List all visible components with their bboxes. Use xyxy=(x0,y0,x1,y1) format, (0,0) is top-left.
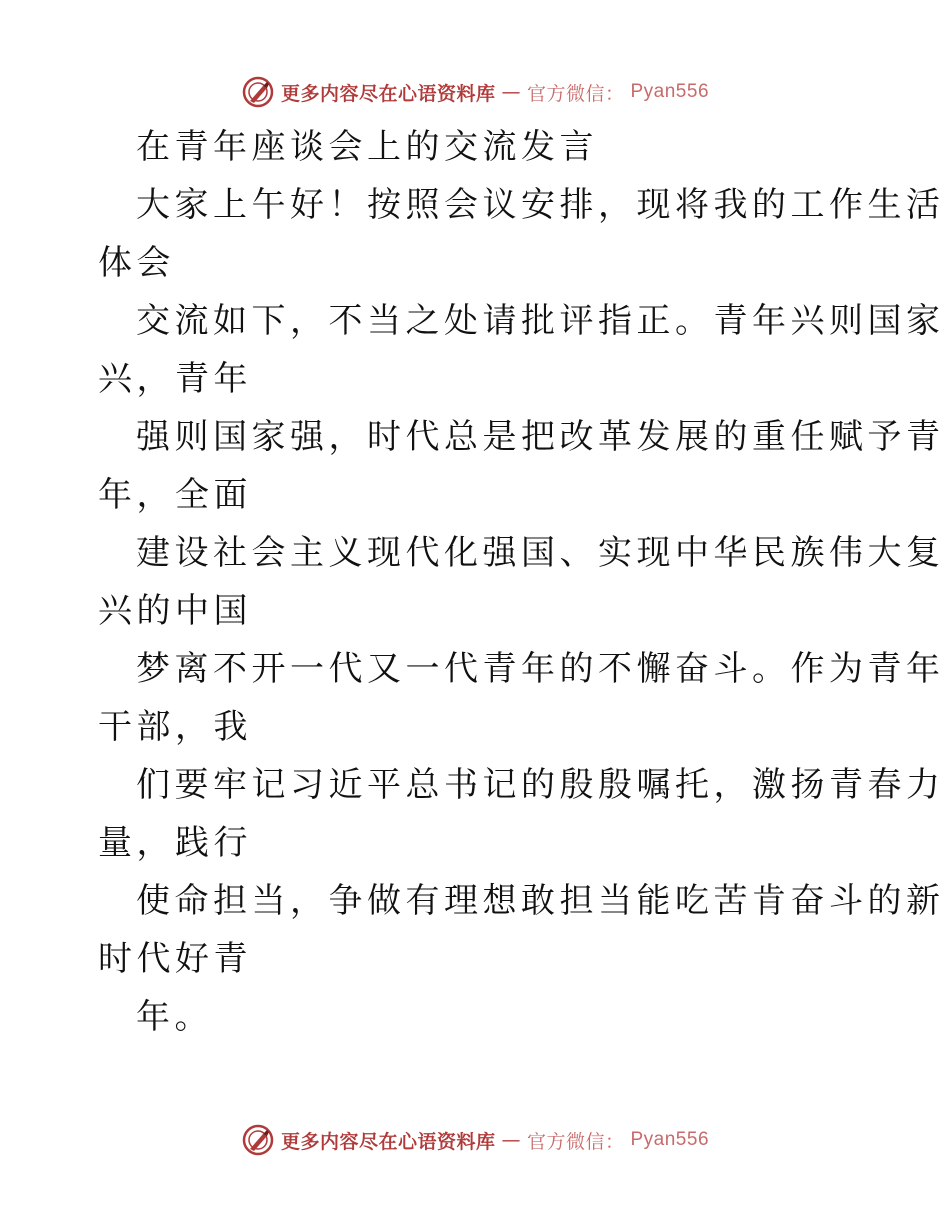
footer-watermark-banner xyxy=(0,1120,950,1160)
text-line: 在青年座谈会上的交流发言 xyxy=(136,127,598,167)
banner-wechat-id: Pyan556 xyxy=(630,1129,710,1150)
text-line: 使命担当，争做有理想敢担当能吃苦肯奋斗的新 xyxy=(136,881,945,921)
banner-wechat-id: Pyan556 xyxy=(630,81,710,102)
text-line: 量，践行 xyxy=(98,823,252,863)
banner-dash: — xyxy=(501,1129,521,1151)
text-line: 们要牢记习近平总书记的殷殷嘱托，激扬青春力 xyxy=(136,765,945,805)
banner-main-text: 更多内容尽在心语资料库 xyxy=(280,1130,496,1153)
header-watermark-banner xyxy=(0,72,950,112)
banner-wechat-label: 官方微信： xyxy=(526,82,625,105)
text-line: 兴的中国 xyxy=(98,591,252,631)
banner-wechat-label: 官方微信： xyxy=(526,1130,625,1153)
text-line: 建设社会主义现代化强国、实现中华民族伟大复 xyxy=(136,533,945,573)
banner-main-text: 更多内容尽在心语资料库 xyxy=(280,82,496,105)
text-line: 强则国家强，时代总是把改革发展的重任赋予青 xyxy=(136,417,945,457)
banner-dash: — xyxy=(501,81,521,103)
text-line: 大家上午好！按照会议安排，现将我的工作生活 xyxy=(136,185,945,225)
pen-nib-logo-icon xyxy=(241,75,275,109)
pen-nib-logo-icon xyxy=(241,1123,275,1157)
text-line: 体会 xyxy=(98,243,175,283)
text-line: 交流如下，不当之处请批评指正。青年兴则国家 xyxy=(136,301,945,341)
document-body xyxy=(98,118,945,1046)
text-line: 干部，我 xyxy=(98,707,252,747)
text-line: 梦离不开一代又一代青年的不懈奋斗。作为青年 xyxy=(136,649,945,689)
text-line: 年，全面 xyxy=(98,475,252,515)
text-line: 时代好青 xyxy=(98,939,252,979)
text-line: 年。 xyxy=(136,997,213,1037)
text-line: 兴，青年 xyxy=(98,359,252,399)
